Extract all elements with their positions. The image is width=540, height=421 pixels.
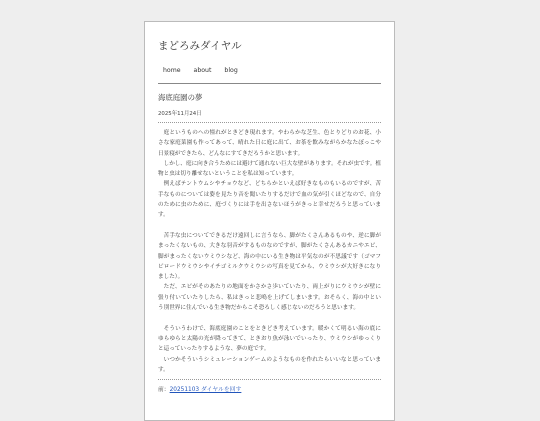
paragraph-2: しかし、庭に向き合うためには避けて通れない巨大な壁があります。それが虫です。植物と虫は切り離せないということを私は知っています。 <box>158 160 381 178</box>
site-title[interactable]: まどろみダイヤル <box>158 40 242 52</box>
post-date: 2025年11月24日 <box>158 111 202 117</box>
paragraph-4: 苦手な虫についてできるだけ遠回しに言うなら、脚がたくさんあるものや、逆に脚がまったくないもの、大きな羽音がするものなのですが、脚がたくさんあるカニやエビ、脚がまったくないウミウシなど、海の中にいる生き物は平気なのが不思議です（ゴマフビロードウミウシやイチゴミルクウミウシの写真を見てから、ウミウシが大好きになりました）。 <box>158 232 381 281</box>
paragraph-gap <box>158 313 381 323</box>
paragraph-gap <box>158 221 381 231</box>
nav-home-link[interactable]: home <box>163 67 181 74</box>
nav-blog-link[interactable]: blog <box>224 67 238 74</box>
prev-post-link[interactable]: 20251103 ダイヤルを回す <box>169 387 242 394</box>
page-card <box>144 21 395 421</box>
main-nav <box>158 64 381 77</box>
paragraph-6: そういうわけで、海底庭園のことをときどき考えています。暖かくて明るい海の底にゆらゆらと太陽の光が降ってきて、ときおり魚が泳いでいったり、ウミウシがゆっくりと這っていったりするような、夢の庭です。 <box>158 325 381 353</box>
nav-about-link[interactable]: about <box>193 67 212 74</box>
paragraph-7: いつかそういうシミュレーションゲームのようなものを作れたらいいなと思っています。 <box>158 356 381 373</box>
post-body <box>158 128 381 375</box>
post-header-divider <box>158 122 381 123</box>
prev-label: 前： <box>158 387 170 394</box>
footer-divider <box>158 379 381 380</box>
nav-divider <box>158 83 381 84</box>
paragraph-1: 庭というものへの憧れがときどき現れます。やわらかな芝生、色とりどりのお花、小さな家庭菜園も作ってあって、晴れた日に庭に出て、お茶を飲みながらかなたぼっこや日景寝ができたら、どんなにすてきだろうかと思います。 <box>158 130 381 157</box>
prev-post-nav <box>158 385 381 395</box>
post-title: 海底庭園の夢 <box>158 93 203 102</box>
paragraph-5: ただ、エビがそのあたりの地面をかさかさ歩いていたり、両上がりにウミウシが壁に張り付いていたりしたら、私はきっと悲鳴を上げてしまいます。おそらく、海の中という別世界に住んでいる生き物だからこそ恐ろしく感じないのだろうと思います。 <box>158 284 381 312</box>
paragraph-3: 例えばテントウムシやチョウなど、どちらかといえば好きなものもいるのですが、苦手なものについては姿を見たり音を聞いたりするだけで血の気が引くほどなので、自分のために虫のために、庭づくりには手を出さないほうがきっと幸せだろうと思っています。 <box>158 181 381 219</box>
